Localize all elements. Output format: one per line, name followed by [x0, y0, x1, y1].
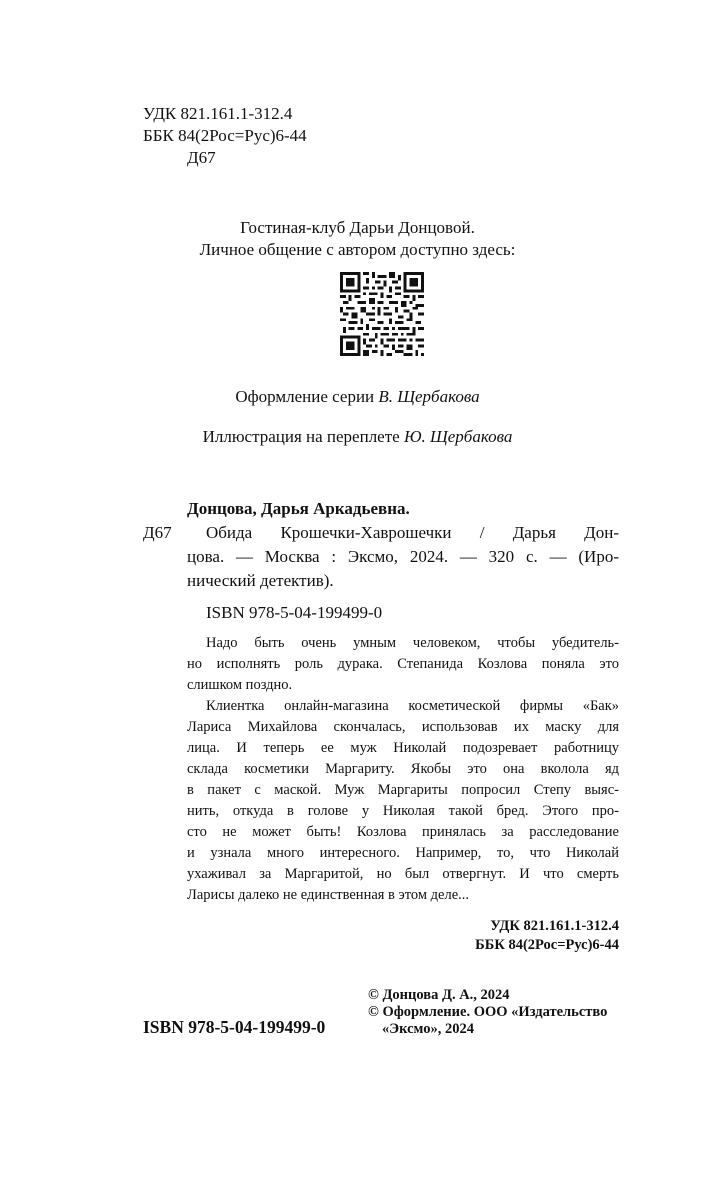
- udk-code-top: УДК 821.161.1-312.4: [143, 104, 293, 123]
- annotation-line: в пакет с маской. Муж Маргариты попросил Степу выяс-: [187, 782, 619, 798]
- annotation-line: Надо быть очень умным человеком, чтобы убедитель-: [206, 635, 619, 651]
- bbk-code-bottom: ББК 84(2Рос=Рус)6-44: [475, 937, 619, 953]
- annotation-line: склада косметики Маргариту. Якобы это она вколола яд: [187, 761, 619, 777]
- isbn-line: ISBN 978-5-04-199499-0: [206, 603, 383, 622]
- copyright-author: © Донцова Д. А., 2024: [368, 987, 510, 1003]
- annotation-line: слишком поздно.: [187, 677, 293, 693]
- author-sign-top: Д67: [187, 148, 216, 167]
- annotation-line: но исполнять роль дурака. Степанида Козлова поняла это: [187, 656, 619, 672]
- club-notice-line-1: Гостиная-клуб Дарьи Донцовой.: [240, 218, 475, 237]
- series-design-credit: [0, 387, 715, 407]
- series-designer-name: В. Щербакова: [378, 387, 480, 406]
- series-design-label: Оформление серии: [235, 387, 379, 406]
- annotation-line: и узнала много интересного. Например, то, что Николай: [187, 845, 619, 861]
- biblio-line-2: цова. — Москва : Эксмо, 2024. — 320 с. — (Иро-: [187, 547, 619, 566]
- author-sign: Д67: [143, 523, 172, 542]
- author-heading: Донцова, Дарья Аркадьевна.: [187, 499, 410, 518]
- illustration-label: Иллюстрация на переплете: [202, 427, 404, 446]
- annotation-line: Ларисы далеко не единственная в этом деле...: [187, 887, 470, 903]
- illustrator-name: Ю. Щербакова: [403, 427, 513, 446]
- annotation-line: лица. И теперь ее муж Николай подозревает работницу: [187, 740, 619, 756]
- annotation-line: Клиентка онлайн-магазина косметической фирмы «Бак»: [206, 698, 619, 714]
- annotation-line: ухаживал за Маргаритой, но был отвергнут. И что смерть: [187, 866, 619, 882]
- biblio-line-3: нический детектив).: [187, 571, 334, 590]
- club-notice-line-2: Личное общение с автором доступно здесь:: [199, 240, 516, 259]
- isbn-bold: ISBN 978-5-04-199499-0: [143, 1017, 326, 1037]
- annotation-line: нить, откуда в голове у Николая такой бред. Этого про-: [187, 803, 619, 819]
- cover-illustration-credit: [0, 427, 715, 447]
- annotation-line: Лариса Михайлова скончалась, использовав их маску для: [187, 719, 619, 735]
- qr-code-image: [340, 272, 424, 356]
- udk-code-bottom: УДК 821.161.1-312.4: [490, 918, 619, 934]
- annotation-line: сто не может быть! Козлова принялась за расследование: [187, 824, 619, 840]
- copyright-design: © Оформление. ООО «Издательство: [368, 1004, 608, 1020]
- biblio-line-1: Обида Крошечки-Хаврошечки / Дарья Дон-: [206, 523, 619, 542]
- bbk-code-top: ББК 84(2Рос=Рус)6-44: [143, 126, 307, 145]
- copyright-design-cont: «Эксмо», 2024: [382, 1021, 474, 1037]
